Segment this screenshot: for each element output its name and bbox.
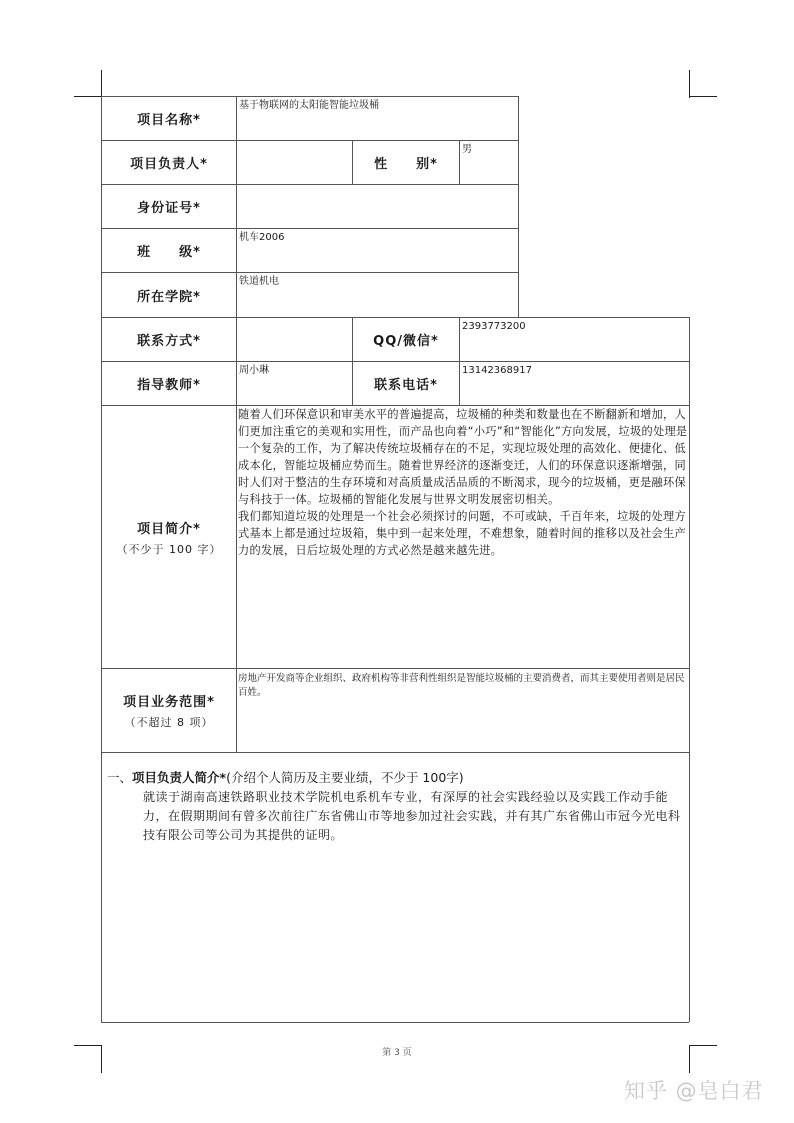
crop-mark-top-left-h: [74, 96, 102, 97]
page-number: 第 3 页: [382, 1048, 412, 1058]
intro-label: 项目简介*: [137, 521, 201, 537]
leader-profile-body[interactable]: 就读于湖南高速铁路职业技术学院机电系机车专业，有深厚的社会实践经验以及实践工作动手能力，在假期期间有曾多次前往广东省佛山市等地参加过社会实践，并有其广东省佛山市冠今光电科技有限公司等公司为其提供的证明。: [143, 790, 681, 842]
scope-sub-label: （不超过 8 项）: [124, 716, 214, 729]
scope-label-cell: [102, 669, 236, 752]
qq-wechat-label: QQ/微信*: [373, 334, 439, 349]
class-label: 班 级*: [137, 245, 201, 260]
intro-label-cell: [102, 406, 236, 668]
qq-wechat-value[interactable]: 2393773200: [462, 321, 526, 332]
id-number-value[interactable]: [237, 185, 517, 228]
intro-sub-label: （不少于 100 字）: [116, 542, 222, 556]
phone-label: 联系电话*: [374, 378, 438, 393]
contact-label: 联系方式*: [137, 334, 201, 349]
leader-profile-section: [107, 768, 687, 845]
leader-label: 项目负责人*: [130, 157, 208, 172]
advisor-label: 指导教师*: [137, 378, 201, 393]
intro-text[interactable]: [238, 406, 688, 559]
leader-profile-heading: [107, 768, 687, 788]
college-value[interactable]: 铁道机电: [239, 276, 279, 287]
scope-label: 项目业务范围*: [123, 695, 215, 710]
leader-profile-heading-number: 一、: [107, 770, 133, 785]
intro-paragraph-1: 随着人们环保意识和审美水平的普遍提高，垃圾桶的种类和数量也在不断翻新和增加，人们更加注重它的美观和实用性，而产品也向着“小巧”和“智能化”方向发展，垃圾的处理是一个复杂的工作，为了解决传统垃圾桶存在的不足，实现垃圾处理的高效化、便捷化、低成本化，智能垃圾桶应势而生。随着世界经济的逐渐变迁，人们的环保意识逐渐增强，同时人们对于整洁的生存环境和对高质量成活品质的不断渴求，现今的垃圾桶，更是融环保与科技于一体。垃圾桶的智能化发展与世界文明发展密切相关。: [238, 408, 688, 506]
phone-value[interactable]: 13142368917: [462, 365, 532, 376]
crop-mark-top-right-v: [689, 70, 690, 98]
id-number-label: 身份证号*: [137, 201, 201, 216]
college-label: 所在学院*: [137, 289, 201, 305]
project-name-label: 项目名称*: [137, 113, 201, 128]
contact-value[interactable]: [237, 318, 352, 361]
leader-profile-heading-title: 项目负责人简介*: [132, 770, 227, 785]
crop-mark-top-right-h: [689, 96, 717, 97]
advisor-value[interactable]: 周小琳: [239, 365, 269, 376]
leader-value[interactable]: [237, 141, 352, 184]
class-value[interactable]: 机车2006: [239, 232, 285, 243]
intro-paragraph-2: 我们都知道垃圾的处理是一个社会必须探讨的问题，不可或缺，千百年来，垃圾的处理方式基本上都是通过垃圾箱，集中到一起来处理，不难想象，随着时间的推移以及社会生产力的发展，日后垃圾处理的方式必然是越来越先进。: [238, 510, 687, 557]
watermark: 知乎 @皂白君: [624, 1079, 764, 1103]
crop-mark-top-left-v: [101, 70, 102, 98]
project-name-value[interactable]: 基于物联网的太阳能智能垃圾桶: [239, 100, 379, 111]
leader-profile-heading-note: (介绍个人简历及主要业绩，不少于 100字): [226, 770, 464, 785]
gender-value[interactable]: 男: [462, 144, 472, 155]
scope-value[interactable]: 房地产开发商等企业组织、政府机构等非营利性组织是智能垃圾桶的主要消费者，而其主要使用者则是居民百姓。: [238, 673, 685, 698]
gender-label: 性 别*: [374, 157, 438, 172]
